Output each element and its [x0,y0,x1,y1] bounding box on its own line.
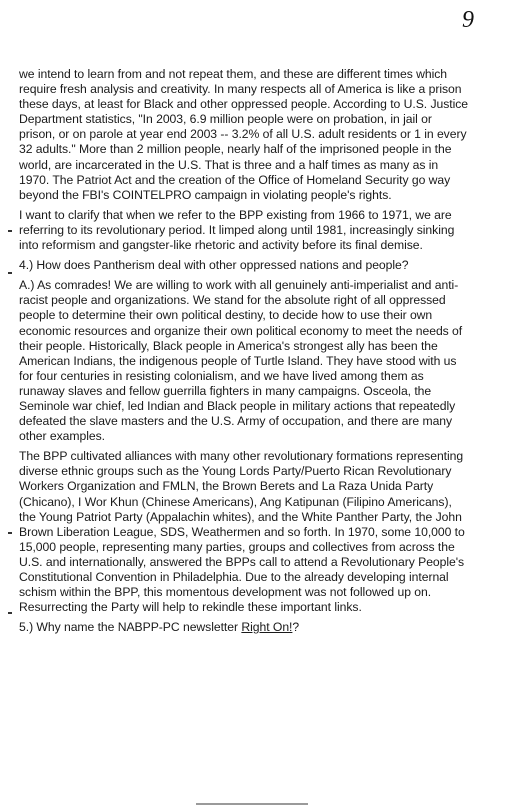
margin-mark [8,230,12,232]
answer-4-alliances-paragraph: The BPP cultivated alliances with many other revolutionary formations representing diverse ethnic groups such as the Young Lords Party/Puerto Rican Revolutionary Workers Organization and FMLN, the Brown Berets and La Raza Unida Party (Chicano), I Wor Khun (Chinese Americans), Ang Katipunan (Filipino Americans), the Young Patriot Party (Appalachin whites), and the White Panther Party, the John Brown Liberation League, SDS, Weathermen and so forth. In 1970, some 10,000 to 15,000 people, representing many parties, groups and collectives from across the U.S. and internationally, answered the BPPs call to attend a Revolutionary People's Constitutional Convention in Philadelphia. Due to the already developing internal schism within the BPP, this momentous development was not followed up on. Resurrecting the Party will help to rekindle these important links. [19,449,465,615]
margin-mark [8,532,12,534]
footer-rule [196,803,308,805]
question-5-suffix: ? [292,620,300,635]
question-5 [19,620,469,635]
paragraph-prison-statistics: we intend to learn from and not repeat them, and these are different times which require fresh analysis and creativity. In many respects all of America is like a prison these days, at least for Black and other oppressed people. According to U.S. Justice Department statistics, "In 2003, 6.9 million people were on probation, in jail or prison, or on parole at year end 2003 -- 3.2% of all U.S. adult residents or 1 in every 32 adults." More than 2 million people, nearly half of the imprisoned people in the world, are incarcerated in the U.S. That is three and a half times as many as in 1970. The Patriot Act and the creation of the Office of Homeland Security go way beyond the FBI's COINTELPRO campaign in violating people's rights. [19,67,469,202]
newsletter-title: Right On! [241,620,293,635]
question-5-prefix: 5.) Why name the NABPP-PC newsletter [19,620,242,635]
margin-mark [8,612,12,614]
question-4: 4.) How does Pantherism deal with other oppressed nations and people? [19,258,409,273]
page-number: 9 [462,7,474,33]
margin-mark [8,272,12,274]
answer-4-paragraph: A.) As comrades! We are willing to work with all genuinely anti-imperialist and anti-racist people and organizations. We stand for the absolute right of all oppressed people to determine their own political destiny, to decide how to use their own economic resources and organize their own political economy to meet the needs of their people. Historically, Black people in America's strongest ally has been the American Indians, the indigenous people of Turtle Island. They have stood with us for four centuries in resisting colonialism, and we have lived among them as runaway slaves and fellow guerrilla fighters in many campaigns. Osceola, the Seminole war chief, led Indian and Black people in military actions that repeatedly defeated the slave masters and the U.S. Army of occupation, and there are many other examples. [19,278,463,444]
document-body [19,67,469,640]
paragraph-bpp-period: I want to clarify that when we refer to the BPP existing from 1966 to 1971, we are referring to its revolutionary period. It limped along until 1981, increasingly sinking into reformism and gangster-like rhetoric and activity before its final demise. [19,207,455,253]
